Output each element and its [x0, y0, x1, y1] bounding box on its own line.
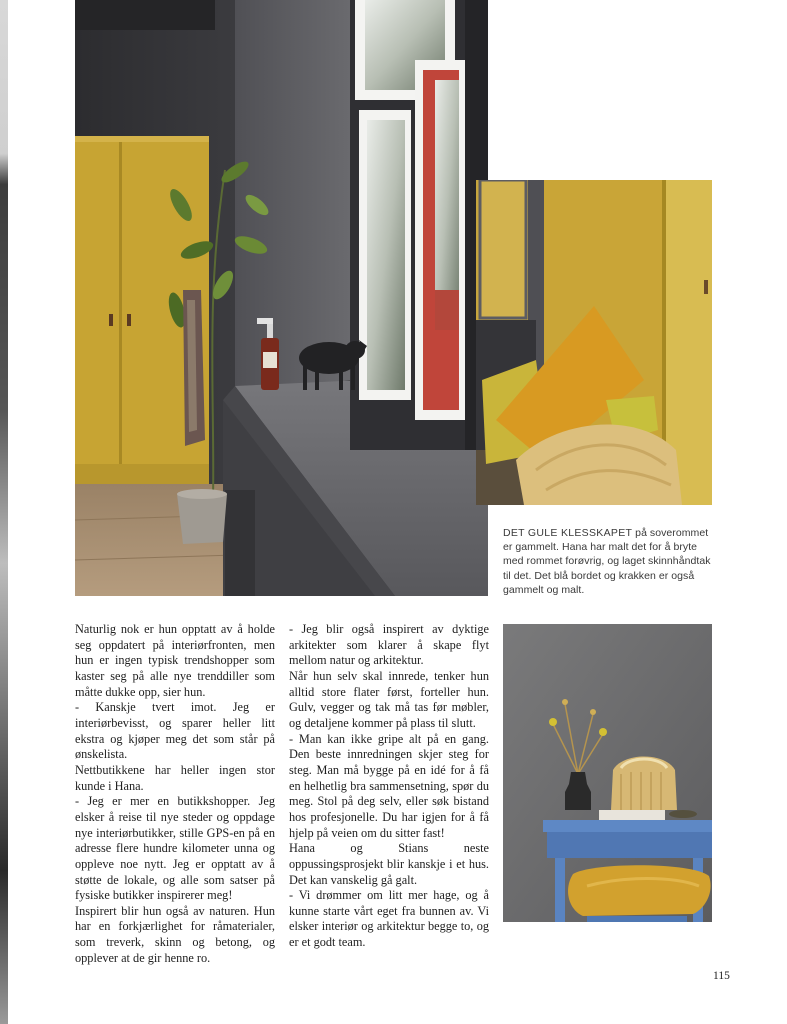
photo-yellow-wardrobe: [476, 180, 712, 505]
paragraph: Hana og Stians neste oppussingsprosjekt blir kanskje i et hus. Det kan vanskelig gå galt.: [289, 841, 489, 887]
article-column-1: [75, 622, 275, 966]
paragraph: Naturlig nok er hun opptatt av å holde seg oppdatert på interiørfronten, men hun er ingen typisk trendshopper som kaster seg på alle nye trenddiller som måtte dukke opp, sier hun.: [75, 622, 275, 699]
paragraph: - Vi drømmer om litt mer hage, og å kunne starte vårt eget fra bunnen av. Vi elsker interiør og arkitektur begge to, og er et godt team.: [289, 888, 489, 950]
caption-lead: DET GULE KLESSKAPET: [503, 527, 633, 539]
paragraph: Inspirert blir hun også av naturen. Hun har en forkjærlighet for råmaterialer, som treverk, skinn og betong, og opplever at de gir henne ro.: [75, 903, 275, 965]
adjacent-page-edge: [0, 0, 8, 1024]
paragraph: Nettbutikkene har heller ingen stor kunde i Hana.: [75, 762, 275, 793]
paragraph: - Man kan ikke gripe alt på en gang. Den beste innredningen skjer steg for steg. Man må bygge på en idé for å få en helhetlig bra sammensetning, spør du meg. Stol på deg selv, eller søk bistand hos profesjonelle. Du har igjen for å få hjelp på veien om du sitter fast!: [289, 731, 489, 840]
table-illustration: [503, 624, 712, 922]
photo-caption: [503, 526, 714, 597]
paragraph: - Jeg blir også inspirert av dyktige arkitekter som klarer å skape flyt mellom natur og arkitektur.: [289, 622, 489, 668]
paragraph: - Kanskje tvert imot. Jeg er interiørbevisst, og sparer heller litt ekstra og kjøper meg det som står på ønskelista.: [75, 700, 275, 762]
photo-blue-table: [503, 624, 712, 922]
page-number: 115: [713, 970, 730, 982]
caption-text: på soverommet er gammelt. Hana har malt det for å bryte med rommet forøvrig, og laget skinnhåndtak til det. Det blå bordet og krakken er også gammelt og malt.: [503, 527, 711, 596]
article-column-2: [289, 622, 489, 951]
paragraph: - Jeg er mer en butikkshopper. Jeg elsker å reise til nye steder og oppdage nye interiørbutikker, stille GPS-en på en adresse flere hundre kilometer unna og oppleve noe nytt. Jeg er opptatt av å støtte de lokale, og alle som satser på fysiske butikker inspirerer meg!: [75, 794, 275, 903]
photo-window-room: [75, 0, 488, 596]
room-illustration: [75, 0, 488, 596]
wardrobe-illustration: [476, 180, 712, 505]
paragraph: Når hun selv skal innrede, tenker hun alltid store flater først, forteller hun. Gulv, vegger og tak må tas før møbler, og detaljene kommer på plass til slutt.: [289, 668, 489, 730]
